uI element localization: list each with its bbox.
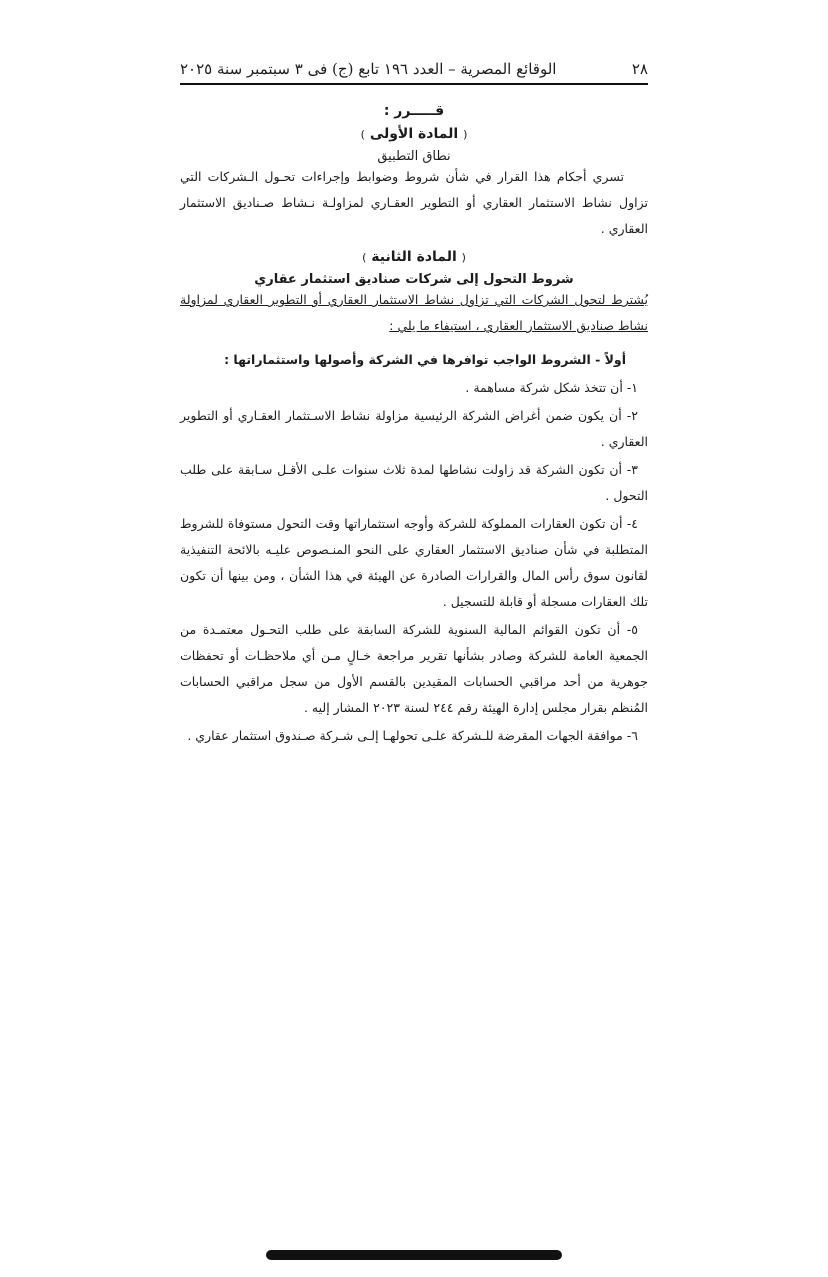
condition-item-6: ٦- موافقة الجهات المقرضة للـشركة علـى تحولهـا إلـى شـركة صـندوق استثمار عقاري . bbox=[187, 728, 638, 743]
article-1-title: ( المادة الأولى ) bbox=[360, 126, 468, 142]
article-1-text: تسري أحكام هذا القرار في شأن شروط وضوابط وإجراءات تحـول الـشركات التي تزاول نشاط الاستثمار العقاري أو التطوير العقـاري لمزاولـة نـشاط صـناديق الاستثمار العقاري . bbox=[180, 169, 648, 236]
condition-item-5: ٥- أن تكون القوائم المالية السنوية للشركة السابقة على طلب التحـول معتمـدة من الجمعية العامة للشركة وصادر بشأنها تقرير مراجعة خـالٍ مـن أي ملاحظـات أو تحفظات جوهرية من أحد مراقبي الحسابات المقيدين بالقسم الأول من سجل مراقبي الحسابات المُنظم بقرار مجلس إدارة الهيئة رقم ٢٤٤ لسنة ٢٠٢٣ المشار إليه . bbox=[180, 622, 648, 715]
article-2-title-text: المادة الثانية bbox=[371, 249, 457, 265]
decree-label: قـــــرر : bbox=[383, 103, 445, 119]
article-2-intro: يُشترط لتحول الشركات التي تزاول نشاط الاستثمار العقاري أو التطوير العقاري لمزاولة نشاط صناديق الاستثمار العقاري ، استيفاء ما يلي : bbox=[180, 292, 648, 333]
home-indicator[interactable] bbox=[266, 1250, 562, 1260]
article-2-subtitle: شروط التحول إلى شركات صناديق استثمار عقاري bbox=[254, 272, 574, 287]
condition-item-2: ٢- أن يكون ضمن أغراض الشركة الرئيسية مزاولة نشاط الاسـتثمار العقـاري أو التطوير العقاري . bbox=[180, 408, 648, 449]
section-heading: أولاً - الشروط الواجب توافرها في الشركة وأصولها واستثماراتها : bbox=[224, 352, 626, 367]
article-1-title-text: المادة الأولى bbox=[369, 126, 459, 142]
article-2-title: ( المادة الثانية ) bbox=[362, 249, 466, 265]
page-header bbox=[180, 60, 648, 85]
article-1-subtitle: نطاق التطبيق bbox=[377, 149, 451, 164]
condition-item-4: ٤- أن تكون العقارات المملوكة للشركة وأوجه استثماراتها وقت التحول مستوفاة للشروط المتطلبة في شأن صناديق الاستثمار العقاري على النحو المنـصوص عليـه بالائحة التنفيذية لقانون سوق رأس المال والقرارات الصادرة عن الهيئة في هذا الشأن ، ومن بينها أن تكون تلك العقارات مسجلة أو قابلة للتسجيل . bbox=[180, 516, 648, 609]
header-title: الوقائع المصرية – العدد ١٩٦ تابع (ج) فى ٣ سبتمبر سنة ٢٠٢٥ bbox=[180, 60, 557, 78]
condition-item-1: ١- أن تتخذ شكل شركة مساهمة . bbox=[465, 380, 638, 395]
condition-item-3: ٣- أن تكون الشركة قد زاولت نشاطها لمدة ثلاث سنوات علـى الأقـل سـابقة على طلب التحول . bbox=[180, 462, 648, 503]
page-number: ٢٨ bbox=[631, 60, 648, 78]
gazette-page bbox=[180, 60, 648, 749]
